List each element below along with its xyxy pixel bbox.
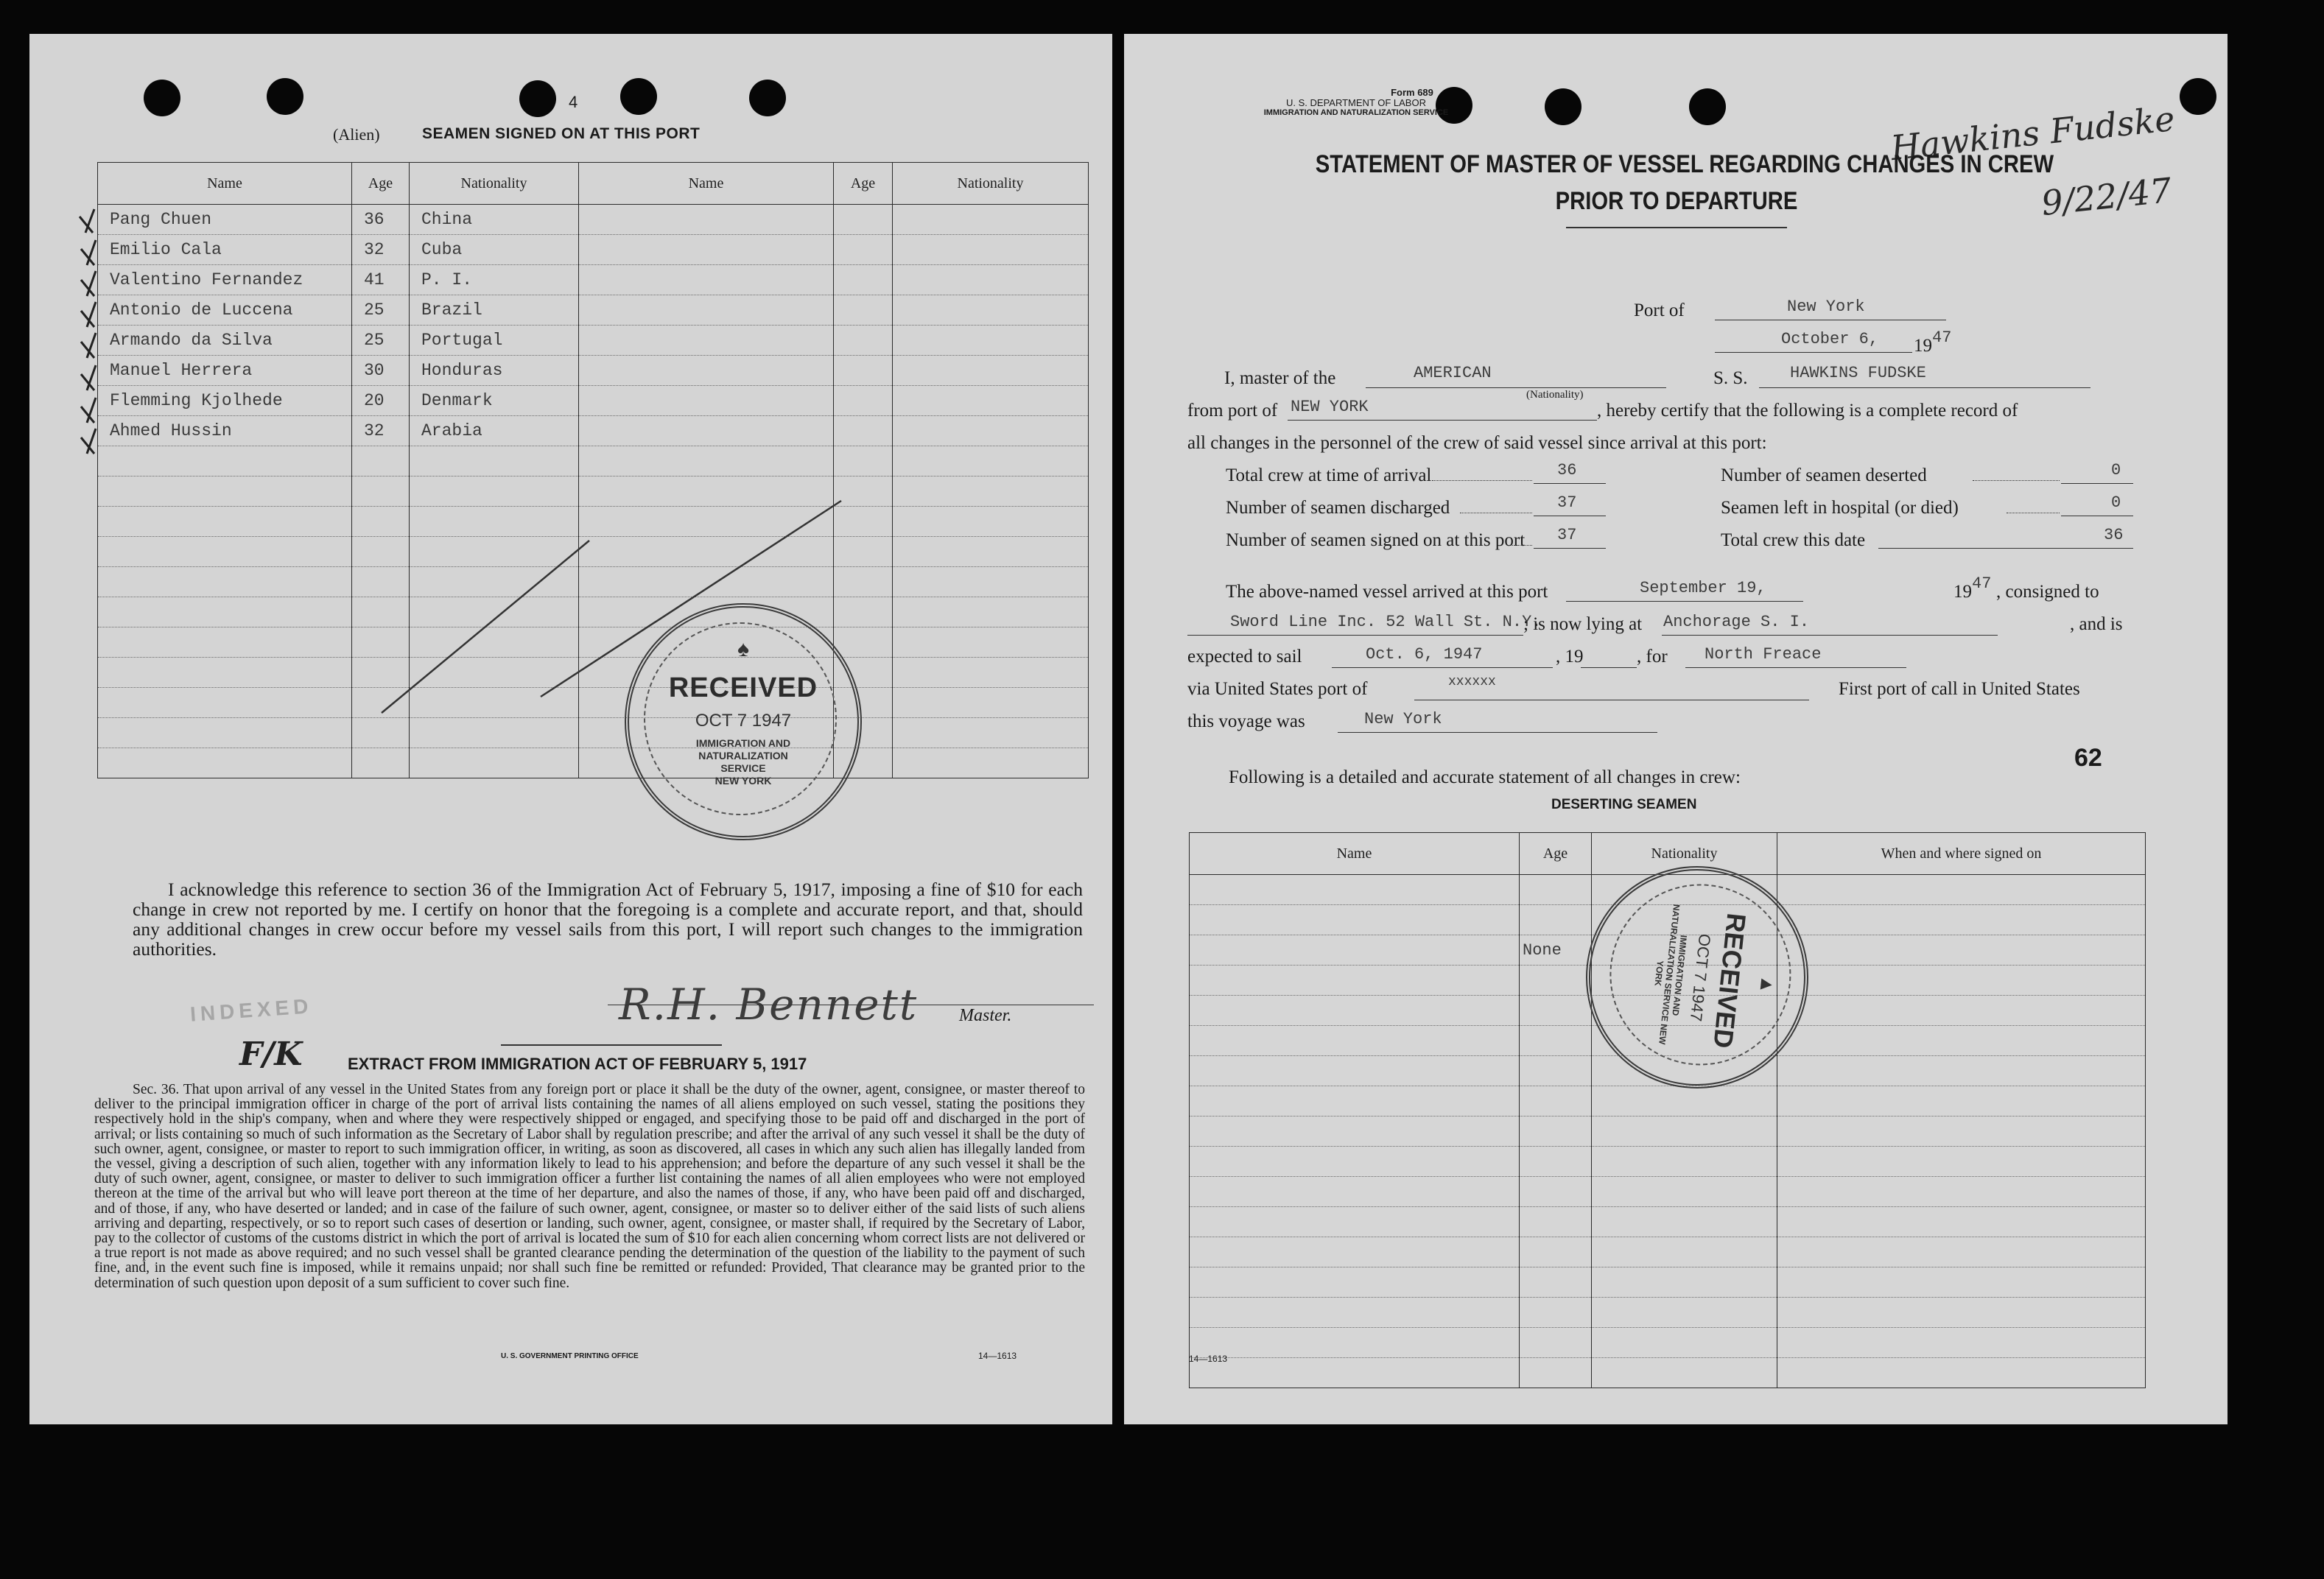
seaman-nationality: P. I.	[410, 265, 579, 295]
stat-label: Number of seamen deserted	[1721, 465, 1927, 485]
left-page	[29, 34, 1112, 1424]
table-row	[98, 446, 1089, 476]
empty-cell	[1592, 1147, 1777, 1177]
from-port-label: from port of	[1187, 401, 1278, 421]
fill-line	[1715, 352, 1912, 353]
empty-cell	[834, 416, 893, 446]
year-prefix: 19	[1914, 336, 1932, 356]
empty-cell	[893, 295, 1089, 326]
stat-label: Number of seamen discharged	[1226, 498, 1450, 518]
table-row	[98, 416, 1089, 446]
master-text: I, master of the	[1224, 368, 1336, 388]
deserting-title: DESERTING SEAMEN	[1551, 797, 1697, 812]
seaman-nationality: Portugal	[410, 326, 579, 356]
empty-cell	[98, 748, 352, 778]
empty-cell	[98, 597, 352, 627]
sail-year-prefix: , 19	[1556, 647, 1584, 667]
empty-cell	[893, 356, 1089, 386]
fill-line	[1288, 420, 1597, 421]
following-text: Following is a detailed and accurate statement of all changes in crew:	[1229, 767, 1741, 787]
empty-cell	[98, 537, 352, 567]
for-text: , for	[1637, 647, 1668, 667]
empty-cell	[1777, 1177, 2146, 1207]
stamp-date: OCT 7 1947	[695, 711, 792, 731]
table-row	[98, 356, 1089, 386]
port-value: New York	[1787, 298, 1865, 316]
lying-text: ; is now lying at	[1523, 614, 1643, 634]
empty-cell	[1592, 1298, 1777, 1328]
punch-hole	[1689, 88, 1726, 125]
empty-cell	[98, 567, 352, 597]
empty-cell	[1777, 1358, 2146, 1388]
empty-cell	[1592, 1086, 1777, 1116]
empty-cell	[1520, 1358, 1592, 1388]
col-name: Name	[98, 163, 352, 205]
empty-cell	[1592, 1207, 1777, 1237]
col-age-2: Age	[834, 163, 893, 205]
master-signature: R.H. Bennett	[619, 980, 919, 1030]
seaman-nationality: Honduras	[410, 356, 579, 386]
department: U. S. DEPARTMENT OF LABOR	[1286, 97, 1426, 108]
empty-cell	[1190, 1237, 1520, 1267]
empty-cell	[1520, 1298, 1592, 1328]
page-count: 62	[2074, 744, 2102, 772]
fill-line	[2061, 483, 2133, 484]
seaman-nationality: Brazil	[410, 295, 579, 326]
empty-cell	[579, 265, 834, 295]
seaman-age: 30	[352, 356, 410, 386]
form-code: 14—1613	[1189, 1354, 1228, 1364]
empty-cell	[1190, 875, 1520, 905]
empty-cell	[98, 446, 352, 476]
col-age: Age	[352, 163, 410, 205]
form-title: STATEMENT OF MASTER OF VESSEL REGARDING CHANGES IN CREW	[1315, 150, 2054, 178]
fill-line	[1187, 635, 1523, 636]
empty-cell	[834, 295, 893, 326]
destination: North Freace	[1705, 645, 1822, 664]
stamp-date: OCT 7 1947	[1686, 932, 1715, 1023]
empty-cell	[893, 567, 1089, 597]
fill-line	[1878, 548, 2133, 549]
seaman-name: Pang Chuen	[98, 205, 352, 235]
empty-cell	[1777, 1328, 2146, 1358]
empty-cell	[1777, 966, 2146, 996]
received-stamp: ▲ RECEIVED OCT 7 1947 IMMIGRATION AND NATURALIZATION SERVICE NEW YORK	[1575, 855, 1819, 1100]
fill-line	[1685, 667, 1906, 668]
empty-cell	[98, 718, 352, 748]
fill-line	[1662, 635, 1998, 636]
alien-label: (Alien)	[333, 125, 380, 144]
punch-hole	[1545, 88, 1581, 125]
stamp-line: SERVICE	[720, 762, 766, 774]
empty-cell	[98, 658, 352, 688]
stat-label: Total crew at time of arrival	[1226, 465, 1432, 485]
empty-cell	[1190, 1298, 1520, 1328]
table-row	[1190, 1147, 2146, 1177]
seaman-name: Valentino Fernandez	[98, 265, 352, 295]
divider	[1566, 227, 1787, 228]
seaman-age: 25	[352, 295, 410, 326]
empty-cell	[1520, 1026, 1592, 1056]
seaman-name: Manuel Herrera	[98, 356, 352, 386]
empty-cell	[1777, 1086, 2146, 1116]
changes-text: all changes in the personnel of the crew of said vessel since arrival at this port:	[1187, 433, 1767, 453]
deserted: 0	[2111, 461, 2121, 479]
empty-cell	[1190, 1207, 1520, 1237]
empty-cell	[834, 326, 893, 356]
empty-cell	[1520, 996, 1592, 1026]
table-row	[1190, 1358, 2146, 1388]
lying-at: Anchorage S. I.	[1663, 613, 1810, 631]
handwritten-vessel-name: Hawkins Fudske	[1889, 98, 2177, 169]
empty-cell	[1190, 1177, 1520, 1207]
empty-cell	[893, 326, 1089, 356]
printer-line: U. S. GOVERNMENT PRINTING OFFICE	[501, 1352, 639, 1360]
empty-cell	[893, 446, 1089, 476]
empty-cell	[1592, 1116, 1777, 1147]
empty-cell	[98, 507, 352, 537]
empty-cell	[1190, 966, 1520, 996]
empty-cell	[579, 416, 834, 446]
empty-cell	[1520, 1147, 1592, 1177]
year-value: 47	[1932, 328, 1952, 347]
handwritten-date: 9/22/47	[2039, 169, 2174, 224]
dot-leader	[1973, 480, 2060, 481]
from-port-value: NEW YORK	[1291, 398, 1369, 416]
empty-cell	[579, 235, 834, 265]
empty-cell	[1777, 1207, 2146, 1237]
empty-cell	[1190, 1026, 1520, 1056]
seaman-name: Emilio Cala	[98, 235, 352, 265]
empty-cell	[1777, 1116, 2146, 1147]
empty-cell	[410, 748, 579, 778]
table-row	[1190, 1086, 2146, 1116]
empty-cell	[579, 356, 834, 386]
empty-cell	[1777, 1026, 2146, 1056]
empty-cell	[98, 627, 352, 658]
empty-cell	[1592, 1237, 1777, 1267]
first-port-value: New York	[1364, 710, 1442, 728]
col-when-where: When and where signed on	[1777, 833, 2146, 875]
empty-cell	[98, 688, 352, 718]
empty-cell	[579, 326, 834, 356]
seaman-nationality: China	[410, 205, 579, 235]
table-row	[1190, 1267, 2146, 1298]
empty-cell	[1190, 1358, 1520, 1388]
discharged: 37	[1557, 493, 1577, 512]
col-nationality: Nationality	[1592, 833, 1777, 875]
seaman-nationality: Arabia	[410, 416, 579, 446]
empty-cell	[893, 416, 1089, 446]
sail-date: Oct. 6, 1947	[1366, 645, 1483, 664]
arrived-year-prefix: 19	[1953, 582, 1972, 602]
empty-cell	[1777, 935, 2146, 966]
total-crew-today: 36	[2104, 526, 2124, 544]
table-row	[1190, 1116, 2146, 1147]
fill-line	[1534, 548, 1606, 549]
empty-cell	[1592, 1267, 1777, 1298]
empty-cell	[352, 748, 410, 778]
empty-cell	[893, 537, 1089, 567]
empty-cell	[893, 507, 1089, 537]
extract-text: Sec. 36. That upon arrival of any vessel in the United States from any foreign port or place it shall be the duty of the owner, agent, consignee, or master thereof to deliver to the principal immigration officer in charge of the port of arrival lists containing the names of all aliens employed on such vessel, stating the positions they respectively hold in the ship's company, when and where they were respectively shipped or engaged, and specifying those to be paid off and discharged in the port of arrival; or lists containing so much of such information as the Secretary of Labor shall by regulation prescribe; and after the arrival of any such vessel it shall be the duty of such owner, agent, consignee, or master to report to such immigration officer, in writing, as soon as discovered, all cases in which any such alien has illegally landed from the vessel, giving a description of such alien, together with any information likely to lead to his apprehension; and before the departure of any such vessel it shall be the duty of such owner, agent, consignee, or master to deliver to such immigration officer a further list containing the names of all alien employees who were not employed thereon at the time of the arrival but who will leave port thereon at the time of her departure, and also the names of those, if any, who have been paid off and discharged, and of those, if any, who have deserted or landed; and in case of the failure of such owner, agent, consignee, or master so to deliver either of the said lists of such aliens arriving and departing, respectively, or so to report such cases of desertion or landing, such owner, agent, consignee, or master shall, if required by the Secretary of Labor, pay to the collector of customs of the customs district in which the port of arrival is located the sum of $10 for each alien concerning whom correct lists are not delivered or a true report is not made as above required; and no such vessel shall be granted clearance pending the determination of the question of the liability to the payment of such fine, and, in the event such fine is imposed, while it remains unpaid; nor shall such fine be remitted or refunded: Provided, That clearance may be granted prior to the determination of such question upon deposit of a sum sufficient to cover such fine.	[94, 1082, 1085, 1291]
empty-cell	[1520, 1267, 1592, 1298]
form-subtitle: PRIOR TO DEPARTURE	[1555, 187, 1798, 215]
arrived-year: 47	[1972, 574, 1992, 593]
dot-leader	[1510, 545, 1532, 546]
table-row	[98, 326, 1089, 356]
empty-cell	[1190, 1056, 1520, 1086]
divider	[501, 1044, 722, 1046]
stamp-service: IMMIGRATION AND NATURALIZATION SERVICE NEW YORK	[1652, 904, 1689, 1045]
seaman-name: Antonio de Luccena	[98, 295, 352, 326]
certify-text: , hereby certify that the following is a complete record of	[1597, 401, 2018, 421]
empty-cell	[1777, 875, 2146, 905]
date-value: October 6,	[1781, 330, 1879, 348]
empty-cell	[893, 235, 1089, 265]
initials: F/K	[239, 1035, 303, 1073]
table-row	[98, 205, 1089, 235]
empty-cell	[98, 476, 352, 507]
empty-cell	[893, 265, 1089, 295]
fill-line	[1581, 667, 1637, 668]
empty-cell	[1777, 1056, 2146, 1086]
col-nationality: Nationality	[410, 163, 579, 205]
table-row	[98, 386, 1089, 416]
empty-cell	[893, 748, 1089, 778]
signed-on: 37	[1557, 526, 1577, 544]
empty-cell	[1520, 875, 1592, 905]
stamp-line: NATURALIZATION	[698, 750, 788, 762]
none-entry: None	[1520, 935, 1592, 966]
empty-cell	[834, 386, 893, 416]
table-row	[1190, 1177, 2146, 1207]
consigned-text: , consigned to	[1996, 582, 2099, 602]
fill-line	[1338, 732, 1657, 733]
empty-cell	[1777, 905, 2146, 935]
empty-cell	[893, 627, 1089, 658]
seaman-age: 36	[352, 205, 410, 235]
fill-line	[1534, 483, 1606, 484]
vessel-name: HAWKINS FUDSKE	[1790, 364, 1926, 382]
empty-cell	[1520, 1086, 1592, 1116]
punch-hole	[519, 80, 556, 117]
table-row	[98, 235, 1089, 265]
empty-cell	[834, 235, 893, 265]
empty-cell	[1520, 1116, 1592, 1147]
section-title: SEAMEN SIGNED ON AT THIS PORT	[422, 125, 701, 142]
punch-hole	[749, 80, 786, 116]
indexed-stamp: INDEXED	[189, 994, 314, 1026]
empty-cell	[1592, 1177, 1777, 1207]
empty-cell	[1520, 1237, 1592, 1267]
fill-line	[1332, 667, 1553, 668]
empty-cell	[1190, 935, 1520, 966]
stat-label: Seamen left in hospital (or died)	[1721, 498, 1959, 518]
arrived-text: The above-named vessel arrived at this port	[1226, 582, 1548, 602]
table-row	[98, 265, 1089, 295]
and-is-text: , and is	[2070, 614, 2123, 634]
stamp-line: IMMIGRATION AND	[695, 737, 791, 749]
table-row	[1190, 1237, 2146, 1267]
seaman-age: 41	[352, 265, 410, 295]
seaman-age: 20	[352, 386, 410, 416]
empty-cell	[1190, 1267, 1520, 1298]
table-row	[98, 748, 1089, 778]
arrived-date: September 19,	[1640, 579, 1766, 597]
page-number: 4	[569, 93, 578, 111]
stat-label: Number of seamen signed on at this port	[1226, 530, 1526, 550]
punch-hole	[144, 80, 180, 116]
consignee: Sword Line Inc. 52 Wall St. N.Y.	[1230, 613, 1542, 631]
empty-cell	[1777, 996, 2146, 1026]
empty-cell	[1777, 1147, 2146, 1177]
extract-title: EXTRACT FROM IMMIGRATION ACT OF FEBRUARY 5, 1917	[348, 1055, 807, 1073]
nationality-caption: (Nationality)	[1526, 389, 1584, 401]
expected-text: expected to sail	[1187, 647, 1302, 667]
stamp-line: NEW YORK	[715, 775, 772, 787]
empty-cell	[1520, 1177, 1592, 1207]
empty-cell	[893, 718, 1089, 748]
col-name-2: Name	[579, 163, 834, 205]
empty-cell	[1190, 1116, 1520, 1147]
via-text: via United States port of	[1187, 679, 1368, 699]
stat-label: Total crew this date	[1721, 530, 1866, 550]
table-row	[1190, 1298, 2146, 1328]
empty-cell	[1520, 1056, 1592, 1086]
acknowledgement-text: I acknowledge this reference to section 36 of the Immigration Act of February 5, 1917, imposing a fine of $10 for each change in crew not reported by me. I certify on honor that the foregoing is a complete and accurate report, and that, should any additional changes in crew occur before my vessel sails from this port, I will report such changes to the immigration authorities.	[133, 879, 1083, 960]
empty-cell	[893, 597, 1089, 627]
empty-cell	[1777, 1267, 2146, 1298]
this-voyage-text: this voyage was	[1187, 711, 1305, 731]
seaman-nationality: Denmark	[410, 386, 579, 416]
empty-cell	[1520, 1328, 1592, 1358]
empty-cell	[893, 476, 1089, 507]
form-code: 14—1613	[978, 1351, 1017, 1361]
empty-cell	[1190, 1147, 1520, 1177]
empty-cell	[834, 446, 893, 476]
empty-cell	[893, 205, 1089, 235]
col-name: Name	[1190, 833, 1520, 875]
right-page	[1124, 34, 2228, 1424]
received-stamp: ♠ RECEIVED OCT 7 1947 IMMIGRATION AND NATURALIZATION SERVICE NEW YORK	[625, 603, 862, 840]
table-row	[1190, 1328, 2146, 1358]
seaman-name: Ahmed Hussin	[98, 416, 352, 446]
seaman-name: Armando da Silva	[98, 326, 352, 356]
empty-cell	[834, 265, 893, 295]
first-port-text: First port of call in United States	[1839, 679, 2080, 699]
empty-cell	[579, 386, 834, 416]
fill-line	[1366, 387, 1666, 388]
empty-cell	[579, 295, 834, 326]
empty-cell	[1520, 905, 1592, 935]
empty-cell	[1520, 966, 1592, 996]
ss-label: S. S.	[1713, 368, 1748, 388]
empty-cell	[1592, 1358, 1777, 1388]
total-crew-arrival: 36	[1557, 461, 1577, 479]
seaman-age: 32	[352, 416, 410, 446]
col-nationality-2: Nationality	[893, 163, 1089, 205]
stamp-received-text: RECEIVED	[668, 672, 818, 703]
empty-cell	[1190, 1328, 1520, 1358]
empty-cell	[410, 446, 579, 476]
nationality-value: AMERICAN	[1414, 364, 1492, 382]
empty-cell	[893, 386, 1089, 416]
fill-line	[1566, 601, 1803, 602]
form-number: Form 689	[1391, 87, 1433, 98]
dot-leader	[1432, 480, 1532, 481]
seaman-nationality: Cuba	[410, 235, 579, 265]
seaman-age: 25	[352, 326, 410, 356]
empty-cell	[1777, 1237, 2146, 1267]
empty-cell	[1520, 1207, 1592, 1237]
master-label: Master.	[959, 1006, 1012, 1025]
empty-cell	[352, 446, 410, 476]
punch-hole	[620, 78, 657, 115]
col-age: Age	[1520, 833, 1592, 875]
table-row	[1190, 1207, 2146, 1237]
empty-cell	[1190, 1086, 1520, 1116]
empty-cell	[579, 205, 834, 235]
empty-cell	[579, 446, 834, 476]
hospital: 0	[2111, 493, 2121, 512]
punch-hole	[2180, 78, 2216, 115]
port-label: Port of	[1634, 300, 1685, 320]
empty-cell	[834, 356, 893, 386]
table-row	[98, 295, 1089, 326]
fill-line	[1759, 387, 2090, 388]
punch-hole	[267, 78, 303, 115]
empty-cell	[1190, 996, 1520, 1026]
service: IMMIGRATION AND NATURALIZATION SERVICE	[1263, 108, 1449, 117]
empty-cell	[1592, 1328, 1777, 1358]
check-marks	[72, 203, 116, 505]
seaman-name: Flemming Kjolhede	[98, 386, 352, 416]
seaman-age: 32	[352, 235, 410, 265]
empty-cell	[893, 658, 1089, 688]
stamp-received-text: RECEIVED	[1707, 911, 1752, 1050]
empty-cell	[1777, 1298, 2146, 1328]
via-value: xxxxxx	[1448, 675, 1496, 689]
empty-cell	[893, 688, 1089, 718]
empty-cell	[834, 205, 893, 235]
empty-cell	[1190, 905, 1520, 935]
